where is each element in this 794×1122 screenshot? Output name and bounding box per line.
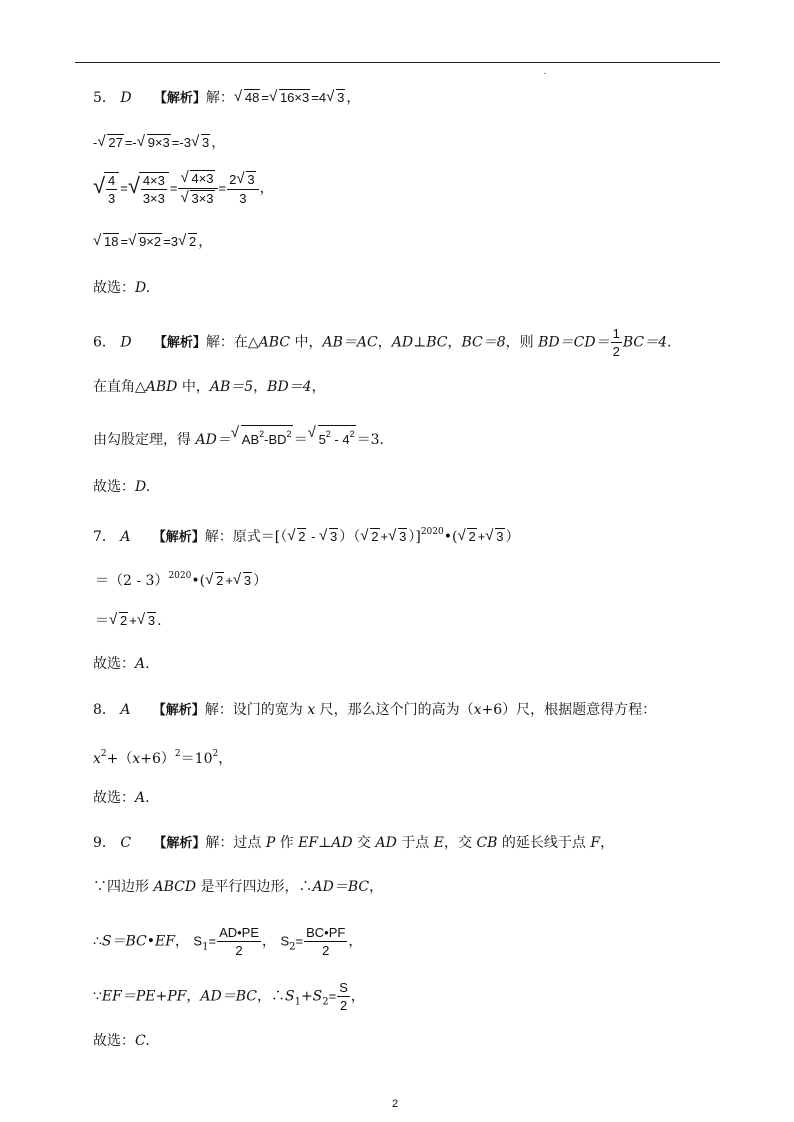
p6-result-answer: D. [135, 479, 151, 495]
p9-p: P [265, 835, 276, 851]
p6-c1: ， [377, 334, 392, 351]
p7-line1 [93, 522, 520, 548]
p7-minus: - [307, 529, 320, 544]
p5-r4x3-num: √ 4×3 [142, 172, 165, 188]
p9-l1e: ，交 [443, 835, 477, 851]
p6-abd: ABD [145, 379, 178, 395]
p6-sq4: 2 [349, 429, 355, 439]
p8-result-label: 故选： [93, 790, 135, 806]
p7-rad-2a [288, 528, 306, 545]
p6-rad2: 5 [318, 432, 326, 447]
p6-ad-perp-bc: AD⊥BC [391, 334, 448, 351]
p6-result-label: 故选： [93, 479, 135, 495]
p6-l2a: 在直角△ [93, 379, 146, 395]
p6-line1 [93, 326, 671, 359]
p9-line4 [93, 980, 365, 1013]
p9-l1d: 于点 [396, 835, 434, 851]
p5-jie: 解： [205, 90, 234, 106]
p7-rad-2e [110, 612, 128, 629]
p9-f: F [590, 835, 601, 851]
p5-line3: √ $\frac{4}{3}$ = √ $\frac{4\times 3}{3\times 3}$ = √ 4×3 √ 3×3 = $\frac{2√ 3}{3}$ ， [93, 170, 274, 207]
p7-exp1: 2020 [420, 527, 444, 537]
p6-t1: 解：在△ [205, 334, 259, 351]
p8-sq1: 2 [100, 749, 107, 759]
p5-result [93, 278, 150, 298]
p8-line1 [93, 700, 656, 721]
p8-x: x [307, 702, 316, 718]
p5-frac-2r3 [227, 171, 258, 206]
p9-l1b: 作 [275, 835, 299, 851]
p7-plus2: + [477, 529, 486, 544]
p6-bd-cd: BD＝CD＝ [538, 334, 610, 351]
header-mark [544, 73, 546, 74]
p6-half-num: 1 [612, 326, 620, 341]
p5-r9x2: 9×2 [139, 234, 162, 249]
p8-result [93, 788, 150, 808]
p5-eqneg3: =-3 [171, 135, 191, 150]
p9-e: E [433, 835, 444, 851]
p7-r2c: 2 [468, 529, 476, 544]
p7-r3d: 3 [243, 573, 252, 588]
p9-plus-s: +S [300, 988, 323, 1005]
p5-r3c: 3 [247, 172, 255, 187]
p6-l2d: ， [311, 379, 326, 395]
header-rule [75, 62, 720, 63]
p5-rad-9x3 [138, 134, 171, 151]
p5-rad-16x3 [270, 89, 310, 106]
p5-r2: 2 [188, 234, 197, 249]
p9-s1-num: AD•PE [219, 925, 260, 940]
p6-line2 [93, 377, 326, 397]
p5-analysis-tag: 【解析】 [153, 91, 206, 106]
p7-r2a: 2 [298, 529, 306, 544]
p5-rad-num [181, 170, 214, 187]
p5-eq4: =4 [311, 90, 327, 105]
p6-analysis-tag: 【解析】 [153, 335, 206, 351]
p9-l1a: 解：过点 [205, 835, 266, 851]
p8-eq-x2: x [132, 751, 141, 767]
p8-result-answer: A. [135, 790, 150, 806]
p9-frac-s [337, 980, 350, 1013]
p9-l2c: ， [369, 879, 384, 895]
p6-abc: ABC [258, 334, 291, 351]
p5-rad-27 [98, 134, 123, 151]
p6-line3: 由勾股定理，得 AD＝√ $AB^2-BD^2$ ＝√ $5^2 - 4^2 =3$. [93, 425, 384, 450]
p5-line4: √ 18 =√ 9×2 =3√ 2 ， [93, 232, 212, 252]
p8-eq-mid: +（ [106, 751, 133, 767]
p5-result-answer: D. [135, 280, 151, 296]
p5-neg: - [93, 135, 98, 150]
p7-r2e: 2 [120, 613, 128, 628]
p5-rad-18 [94, 233, 119, 250]
p5-f3b: 3 [239, 191, 247, 206]
p9-l3b: ， [174, 933, 189, 950]
p5-comma4: ， [198, 234, 213, 250]
p8-eq-mid2: +6） [140, 751, 175, 767]
p5-number: 5． [93, 90, 116, 106]
p7-line3 [95, 611, 162, 631]
p9-s1-den: 2 [235, 943, 243, 958]
p5-comma2: ， [211, 135, 226, 151]
p7-rad-3e [138, 612, 156, 629]
p9-frac-s2 [304, 925, 347, 958]
p5-r3a: 3 [337, 90, 345, 105]
p5-rad-3c [237, 171, 255, 188]
p7-l3-end: . [157, 613, 162, 629]
p7-rad-2c [458, 528, 476, 545]
p7-result-answer: A. [135, 656, 150, 672]
p5-f2: 2 [229, 172, 237, 187]
p5-rad-3a [327, 89, 345, 106]
p9-cb: CB [476, 835, 498, 851]
p8-eq-end: ＝10 [180, 751, 213, 767]
p6-l3a: 由勾股定理，得 [93, 432, 196, 448]
p5-r3x3b: 3×3 [191, 191, 214, 206]
p9-s-frac-num: S [339, 980, 348, 995]
p9-sub2b: 2 [322, 996, 329, 1008]
p6-bd4: BD＝4 [267, 379, 312, 395]
p9-s-eq: S＝BC•EF [101, 933, 175, 950]
p5-r3x3-den: 3×3 [142, 190, 165, 206]
p8-l1c: +6）尺，根据题意得方程： [481, 702, 657, 718]
p5-rad-frac4x3 [129, 172, 169, 206]
p5-rad-2 [179, 233, 197, 250]
p9-l4c: ，∴ [256, 988, 285, 1005]
p7-rad-3d [234, 572, 252, 589]
p7-plus3: + [225, 573, 233, 588]
p6-rad1: AB [241, 432, 260, 447]
p9-eq3: = [328, 988, 337, 1004]
p7-exp2: 2020 [168, 571, 192, 581]
p9-ad: AD [375, 835, 397, 851]
p7-analysis-tag: 【解析】 [152, 530, 205, 545]
p8-eq-x: x [93, 751, 101, 767]
p7-plus1: + [380, 529, 389, 544]
p8-x6: x [473, 702, 482, 718]
p9-sub1b: 1 [294, 996, 301, 1008]
p9-result-answer: C. [135, 1033, 150, 1049]
p9-ef-sum: EF＝PE+PF [101, 988, 187, 1005]
p9-sub1: 1 [202, 941, 209, 953]
p9-abcd: ABCD [153, 879, 197, 895]
p6-half [611, 326, 622, 359]
p9-l4a: ∵ [93, 988, 102, 1005]
p6-number: 6． [93, 334, 116, 351]
p9-analysis-tag: 【解析】 [153, 836, 206, 851]
p9-frac-s1 [217, 925, 261, 958]
p6-l3-end: ＝3. [356, 432, 384, 448]
p7-close2: ） [253, 573, 268, 589]
p5-f3: 3 [108, 190, 116, 206]
p5-r16x3: 16×3 [279, 90, 310, 105]
p6-rad1b: -BD [264, 432, 287, 447]
p9-answer: C [120, 835, 132, 851]
p5-r48: 48 [244, 90, 260, 105]
p5-r3b: 3 [201, 135, 210, 150]
p7-r2b: 2 [371, 529, 379, 544]
p7-l3a: ＝ [95, 613, 109, 629]
p5-r4x3b: 4×3 [191, 171, 214, 186]
p6-l2c: ， [253, 379, 268, 395]
p6-bc4: BC＝4. [622, 334, 672, 351]
p5-line1: 5． D 【解析】解：√ 48 =√ 16×3 =4√ 3 ， [93, 88, 360, 109]
p7-dot-open1: •( [443, 529, 458, 545]
p9-ad-bc2: AD＝BC [200, 988, 257, 1005]
p7-l1a: 解：原式＝[（ [204, 529, 288, 545]
p6-ab5: AB＝5 [209, 379, 254, 395]
p9-number: 9． [93, 835, 116, 851]
p7-close-br: ）] [408, 529, 421, 545]
p9-ad-bc: AD＝BC [312, 879, 370, 895]
p6-ab-eq-ac: AB＝AC [322, 334, 378, 351]
p6-bc8: BC＝8 [461, 334, 506, 351]
p9-l2a: ∵四边形 [93, 879, 154, 895]
p6-sq1: 2 [259, 429, 265, 439]
p7-result-label: 故选： [93, 656, 135, 672]
p9-l3a: ∴ [93, 933, 102, 950]
p9-s1: S [193, 933, 203, 949]
p5-frac-sqrt [178, 170, 217, 207]
p9-l1f: 的延长线于点 [497, 835, 591, 851]
p9-ef-ad: EF⊥AD [298, 835, 353, 851]
p7-r3b: 3 [399, 529, 407, 544]
p5-rad-frac43 [94, 172, 119, 206]
p9-line3 [93, 925, 362, 958]
p9-l1g: ， [600, 835, 615, 851]
p7-line2 [95, 566, 267, 591]
p7-close-open: ）（ [339, 529, 361, 545]
p9-l1c: 交 [352, 835, 376, 851]
p5-comma1: ， [346, 90, 361, 106]
p9-line1 [93, 833, 614, 854]
p6-c2: ， [447, 334, 462, 351]
p6-sq3: 2 [325, 429, 331, 439]
p7-close1: ） [505, 529, 520, 545]
p5-rad-den [181, 190, 214, 207]
p8-line2 [93, 744, 232, 769]
p8-analysis-tag: 【解析】 [152, 703, 205, 718]
p5-rad-3b [192, 134, 210, 151]
p7-answer: A [120, 529, 131, 545]
p6-t2: 中， [290, 334, 323, 351]
p9-s-frac-den: 2 [339, 998, 348, 1013]
p6-ad-eq: AD＝ [195, 432, 231, 448]
p6-sq2: 2 [286, 429, 292, 439]
p7-r3c: 3 [496, 529, 504, 544]
p7-rad-3a [320, 528, 338, 545]
p9-l3b3: ， [348, 933, 363, 950]
p7-result [93, 654, 150, 674]
p9-s2: S [280, 933, 290, 949]
p8-l1b: 尺，那么这个门的高为（ [315, 702, 474, 718]
p9-l4b2: ， [350, 988, 365, 1005]
p9-s2-num: BC•PF [306, 925, 346, 940]
p5-rad-9x2 [129, 233, 162, 250]
p7-number: 7． [93, 529, 116, 545]
p5-r27: 27 [108, 135, 123, 150]
page-number: 2 [392, 1098, 399, 1110]
p9-l4b: ， [186, 988, 201, 1005]
p6-result [93, 477, 150, 497]
p9-eq1: = [208, 933, 217, 949]
p7-l2a: ＝（2 - 3） [95, 573, 169, 589]
p5-line2: -√ 27 =-√ 9×3 =-3√ 3 ， [93, 133, 225, 153]
p9-l3b2: ， [262, 933, 277, 950]
p5-comma3: ， [259, 180, 274, 197]
p9-s2-den: 2 [322, 943, 330, 958]
p5-result-label: 故选： [93, 280, 135, 296]
p9-eq2: = [295, 933, 304, 949]
p8-sq3: 2 [212, 749, 219, 759]
p5-r9x3: 9×3 [147, 135, 170, 150]
p6-l2b: 中， [177, 379, 210, 395]
p6-answer: D [120, 334, 132, 351]
p7-rad-3b [389, 528, 407, 545]
p9-result-label: 故选： [93, 1033, 135, 1049]
p7-dot-open2: •( [191, 573, 206, 589]
p6-half-den: 2 [612, 344, 620, 359]
p9-result [93, 1031, 150, 1051]
p9-line2 [93, 877, 383, 897]
p8-number: 8． [93, 702, 116, 718]
p5-f4: √ 4 [108, 172, 116, 188]
p7-r3e: 3 [147, 613, 156, 628]
p9-s1s2: S [284, 988, 295, 1005]
p6-rad-ab-bd [232, 425, 293, 448]
p5-eq3: =3 [163, 234, 178, 249]
p7-r2d: 2 [216, 573, 224, 588]
p6-rad-5-4 [309, 425, 356, 448]
p8-comma: ， [218, 751, 233, 767]
p5-answer: D [120, 90, 132, 106]
p6-t3: ，则 [505, 334, 539, 351]
p7-r3a: 3 [330, 529, 338, 544]
p8-l1a: 解：设门的宽为 [204, 702, 308, 718]
p7-plus4: + [129, 613, 137, 628]
p7-rad-3c [486, 528, 504, 545]
p7-rad-2b [361, 528, 379, 545]
p9-sub2: 2 [289, 941, 296, 953]
p5-r18: 18 [104, 234, 119, 249]
p7-rad-2d [206, 572, 224, 589]
p9-l2b: 是平行四边形，∴ [196, 879, 313, 895]
p8-answer: A [120, 702, 131, 718]
p6-rad2b: - 4 [330, 432, 350, 447]
p8-sq2: 2 [174, 749, 181, 759]
p5-rad-48 [235, 89, 260, 106]
